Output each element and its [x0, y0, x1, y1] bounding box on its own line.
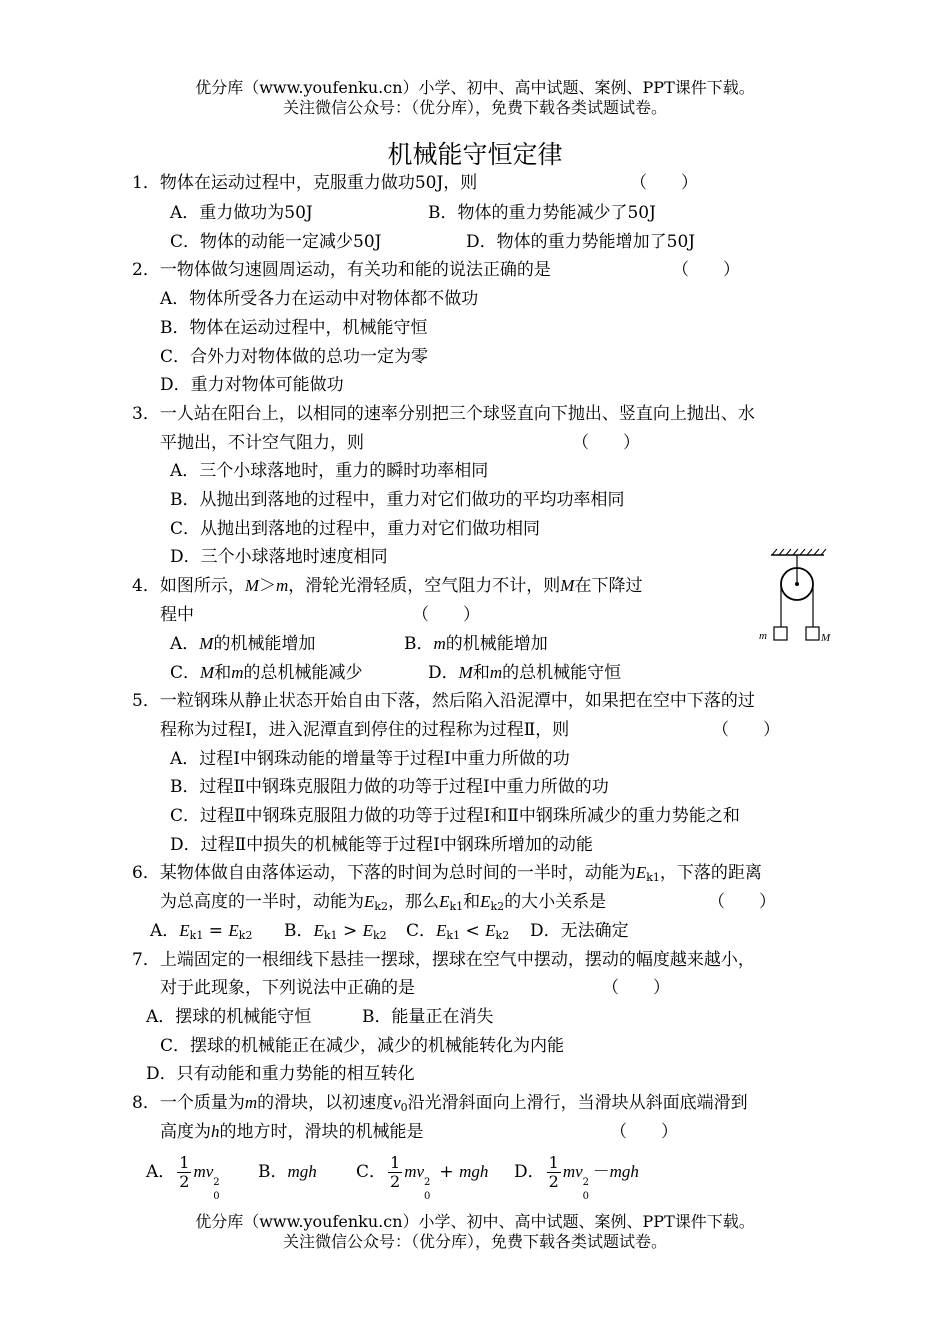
q6-b-k1: k1: [323, 929, 338, 942]
q6-option-b: [284, 920, 387, 942]
q8-b-mgh: mgh: [287, 1162, 317, 1181]
q6-c-lt: <: [460, 921, 486, 941]
q6-text-1: 6．某物体做自由落体运动，下落的时间为总时间的一半时，动能为: [132, 863, 636, 883]
q1-stem: 1．物体在运动过程中，克服重力做功50J，则: [132, 173, 478, 193]
q3-stem-line2: 平抛出，不计空气阻力，则: [160, 433, 364, 453]
q6-paren: （ ）: [708, 892, 776, 912]
q6-option-a: [150, 920, 252, 942]
q6-b-E2: E: [362, 921, 374, 940]
q6-a-E1: E: [179, 921, 190, 940]
q4-text-2: ，滑轮光滑轻质，空气阻力不计，则: [288, 576, 561, 596]
q8-b-label: B．: [258, 1162, 288, 1182]
label-m: m: [759, 630, 767, 642]
q2-paren: （ ）: [672, 260, 740, 280]
footer-line-1: 优分库（www.youfenku.cn）小学、初中、高中试题、案例、PPT课件下载。: [195, 1212, 755, 1231]
q4-c-and: 和: [214, 663, 232, 683]
page-title: 机械能守恒定律: [387, 140, 563, 169]
q6-a-k2: k2: [238, 929, 253, 942]
q6-E3: E: [439, 892, 450, 911]
q6-a-E2: E: [228, 921, 239, 940]
q4-d-and: 和: [472, 663, 490, 683]
q5-option-b: B．过程Ⅱ中钢珠克服阻力做的功等于过程Ⅰ中重力所做的功: [170, 777, 609, 797]
q6-c-E2: E: [485, 921, 496, 940]
q4-d-text: 的总机械能守恒: [502, 663, 622, 683]
q8-stem-line1: [132, 1092, 748, 1114]
q3-option-d: D．三个小球落地时速度相同: [170, 547, 388, 567]
pulley-axle: [795, 582, 799, 586]
q8-d-den: 2: [548, 1172, 559, 1191]
q8-text-1: 8．一个质量为: [132, 1093, 245, 1113]
q3-option-c: C．从抛出到落地的过程中，重力对它们做功相同: [170, 519, 541, 539]
q7-option-b: B．能量正在消失: [362, 1007, 494, 1027]
q8-a-v: v: [205, 1162, 214, 1181]
q1-option-d: D．物体的重力势能增加了50J: [466, 232, 696, 252]
q8-v: v: [393, 1093, 401, 1112]
q4-c-text: 的总机械能减少: [243, 663, 363, 683]
q5-paren: （ ）: [712, 720, 780, 740]
q5-option-d: D．过程Ⅱ中损失的机械能等于过程Ⅰ中钢珠所增加的动能: [170, 835, 593, 855]
q8-d-v: v: [575, 1162, 583, 1181]
q6-k1-b: k1: [449, 900, 464, 913]
q8-a-m: m: [193, 1162, 206, 1181]
q8-text-5: 的地方时，滑块的机械能是: [219, 1122, 424, 1142]
q8-d-m: m: [562, 1162, 576, 1181]
q6-k2: k2: [374, 900, 389, 913]
q4-var-m: m: [276, 576, 289, 595]
q2-option-a: A．物体所受各力在运动中对物体都不做功: [160, 289, 479, 309]
q6-c-k2: k2: [495, 929, 510, 942]
q6-and: 和: [463, 892, 481, 912]
q6-E: E: [635, 863, 647, 882]
q8-a-sub: 0: [213, 1191, 220, 1202]
q8-c-m: m: [404, 1162, 417, 1181]
q6-b-E1: E: [313, 921, 324, 940]
q8-c-sub: 0: [424, 1191, 431, 1202]
q4-option-b: [404, 633, 548, 655]
q4-a-M: M: [199, 634, 214, 653]
header-line-2: 关注微信公众号：（优分库），免费下载各类试题试卷。: [282, 98, 667, 117]
q6-E4: E: [480, 892, 491, 911]
pulley-diagram: [756, 548, 842, 648]
q8-a-den: 2: [179, 1172, 190, 1191]
q6-k1: k1: [646, 871, 660, 884]
q4-gt: ＞: [259, 576, 276, 596]
q8-a-num: 1: [179, 1153, 190, 1172]
q8-c-fraction: [388, 1154, 402, 1191]
q4-a-text: 的机械能增加: [213, 634, 316, 654]
ceiling-hatch: [772, 549, 826, 555]
q6-text-4: ，那么: [388, 892, 440, 912]
q8-c-sq: 2: [424, 1177, 431, 1188]
q6-stem-line2: [160, 891, 606, 913]
q4-d-m: m: [489, 663, 503, 682]
q4-option-d: [428, 662, 621, 684]
q5-option-a: A．过程Ⅰ中钢珠动能的增量等于过程Ⅰ中重力所做的功: [170, 749, 570, 769]
q7-option-a: A．摆球的机械能守恒: [146, 1007, 312, 1027]
q8-option-c: [356, 1150, 489, 1202]
q8-d-num: 1: [548, 1153, 559, 1172]
q6-k2-b: k2: [490, 900, 505, 913]
q6-option-d: D．无法确定: [530, 921, 629, 941]
q4-stem-line2: 程中: [160, 605, 194, 625]
q4-text-3: 在下降过: [574, 576, 643, 596]
q2-option-b: B．物体在运动过程中，机械能守恒: [160, 318, 428, 338]
q7-option-d: D．只有动能和重力势能的相互转化: [146, 1064, 415, 1084]
q5-stem-line1: 5．一粒钢珠从静止状态开始自由下落，然后陷入沿泥潭中，如果把在空中下落的过: [132, 691, 755, 711]
block-m: [774, 627, 787, 640]
q7-option-c: C．摆球的机械能正在减少，减少的机械能转化为内能: [160, 1036, 565, 1056]
q8-d-sq: 2: [582, 1177, 590, 1188]
q8-a-fraction: [177, 1154, 191, 1191]
q8-a-sq: 2: [213, 1177, 220, 1188]
q6-c-E1: E: [436, 921, 447, 940]
q6-b-k2: k2: [373, 929, 387, 942]
q4-a-label: A．: [170, 634, 200, 654]
q6-E2: E: [364, 892, 375, 911]
q8-c-den: 2: [390, 1172, 401, 1191]
q8-v-sub: 0: [400, 1101, 408, 1114]
q4-var-M: M: [244, 576, 259, 595]
q7-paren: （ ）: [602, 978, 670, 998]
q4-var-M-2: M: [560, 576, 575, 595]
q6-a-k1: k1: [189, 929, 204, 942]
q8-d-fraction: [547, 1154, 561, 1191]
q6-a-eq: =: [203, 921, 229, 941]
q4-option-c: [170, 662, 362, 684]
q6-text-2: ，下落的距离: [659, 863, 762, 883]
q8-text-2: 的滑块，以初速度: [257, 1093, 394, 1113]
q4-c-label: C．: [170, 663, 201, 683]
q8-a-label: A．: [146, 1162, 176, 1182]
q3-stem-line1: 3．一人站在阳台上，以相同的速率分别把三个球竖直向下抛出、竖直向上抛出、水: [132, 404, 755, 424]
q3-paren: （ ）: [572, 433, 640, 453]
q4-text-1: 如图所示，: [159, 576, 245, 596]
q6-b-label: B．: [284, 921, 314, 941]
q8-d-script: [582, 1169, 593, 1202]
footer-line-2: 关注微信公众号：（优分库），免费下载各类试题试卷。: [282, 1232, 667, 1251]
q4-stem-line1: [132, 575, 642, 597]
block-M: [806, 627, 819, 640]
q2-stem: 2．一物体做匀速圆周运动，有关功和能的说法正确的是: [132, 260, 551, 280]
q2-option-d: D．重力对物体可能做功: [160, 375, 344, 395]
q8-c-label: C．: [356, 1162, 387, 1182]
q8-text-4: 高度为: [160, 1122, 211, 1142]
q4-option-a: [170, 633, 315, 655]
q6-a-label: A．: [150, 921, 180, 941]
q4-b-m: m: [433, 634, 446, 653]
q2-option-c: C．合外力对物体做的总功一定为零: [160, 347, 429, 367]
q8-stem-line2: [160, 1121, 424, 1143]
q8-c-plus: +: [434, 1162, 460, 1182]
q8-a-script: [213, 1169, 223, 1202]
q8-c-v: v: [416, 1162, 425, 1181]
q7-stem-line2: 对于此现象，下列说法中正确的是: [160, 978, 415, 998]
q8-c-num: 1: [390, 1153, 401, 1172]
q4-b-label: B．: [404, 634, 434, 654]
q4-c-M: M: [200, 663, 215, 682]
q8-text-3: 沿光滑斜面向上滑行，当滑块从斜面底端滑到: [407, 1093, 748, 1113]
q4-c-m: m: [231, 663, 244, 682]
q5-option-c: C．过程Ⅱ中钢珠克服阻力做的功等于过程Ⅰ和Ⅱ中钢珠所减少的重力势能之和: [170, 806, 740, 826]
q8-c-mgh: mgh: [459, 1162, 489, 1181]
q3-option-b: B．从抛出到落地的过程中，重力对它们做功的平均功率相同: [170, 490, 625, 510]
q4-paren: （ ）: [412, 605, 480, 625]
label-M: M: [821, 632, 831, 644]
q8-d-sub: 0: [582, 1191, 590, 1202]
q6-text-5: 的大小关系是: [504, 892, 607, 912]
q3-option-a: A．三个小球落地时，重力的瞬时功率相同: [170, 461, 489, 481]
q8-option-a: [146, 1150, 223, 1202]
q4-d-M: M: [458, 663, 473, 682]
q1-option-a: A．重力做功为50J: [170, 203, 313, 223]
q6-option-c: [406, 920, 509, 942]
q4-d-label: D．: [428, 663, 459, 683]
q4-number: 4．: [132, 576, 160, 596]
header-line-1: 优分库（www.youfenku.cn）小学、初中、高中试题、案例、PPT课件下载。: [195, 78, 755, 97]
q8-d-label: D．: [514, 1162, 545, 1182]
q6-stem-line1: [132, 862, 762, 884]
q8-d-minus: －: [592, 1162, 610, 1182]
q8-m: m: [244, 1093, 258, 1112]
q6-c-k1: k1: [446, 929, 461, 942]
q1-paren: （ ）: [630, 173, 698, 193]
q4-b-text: 的机械能增加: [445, 634, 548, 654]
q8-c-script: [424, 1169, 434, 1202]
q8-option-b: [258, 1150, 317, 1194]
q8-d-mgh: mgh: [609, 1162, 639, 1181]
q7-stem-line1: 7．上端固定的一根细线下悬挂一摆球，摆球在空气中摆动，摆动的幅度越来越小，: [132, 950, 755, 970]
q5-stem-line2: 程称为过程Ⅰ，进入泥潭直到停住的过程称为过程Ⅱ，则: [160, 720, 570, 740]
q6-b-gt: >: [337, 921, 363, 941]
q8-h: h: [211, 1122, 220, 1141]
q6-text-3: 为总高度的一半时，动能为: [160, 892, 364, 912]
q1-option-b: B．物体的重力势能减少了50J: [428, 203, 656, 223]
q6-c-label: C．: [406, 921, 437, 941]
q8-paren: （ ）: [610, 1122, 678, 1142]
q1-option-c: C．物体的动能一定减少50J: [170, 232, 382, 252]
q8-option-d: [514, 1150, 639, 1202]
